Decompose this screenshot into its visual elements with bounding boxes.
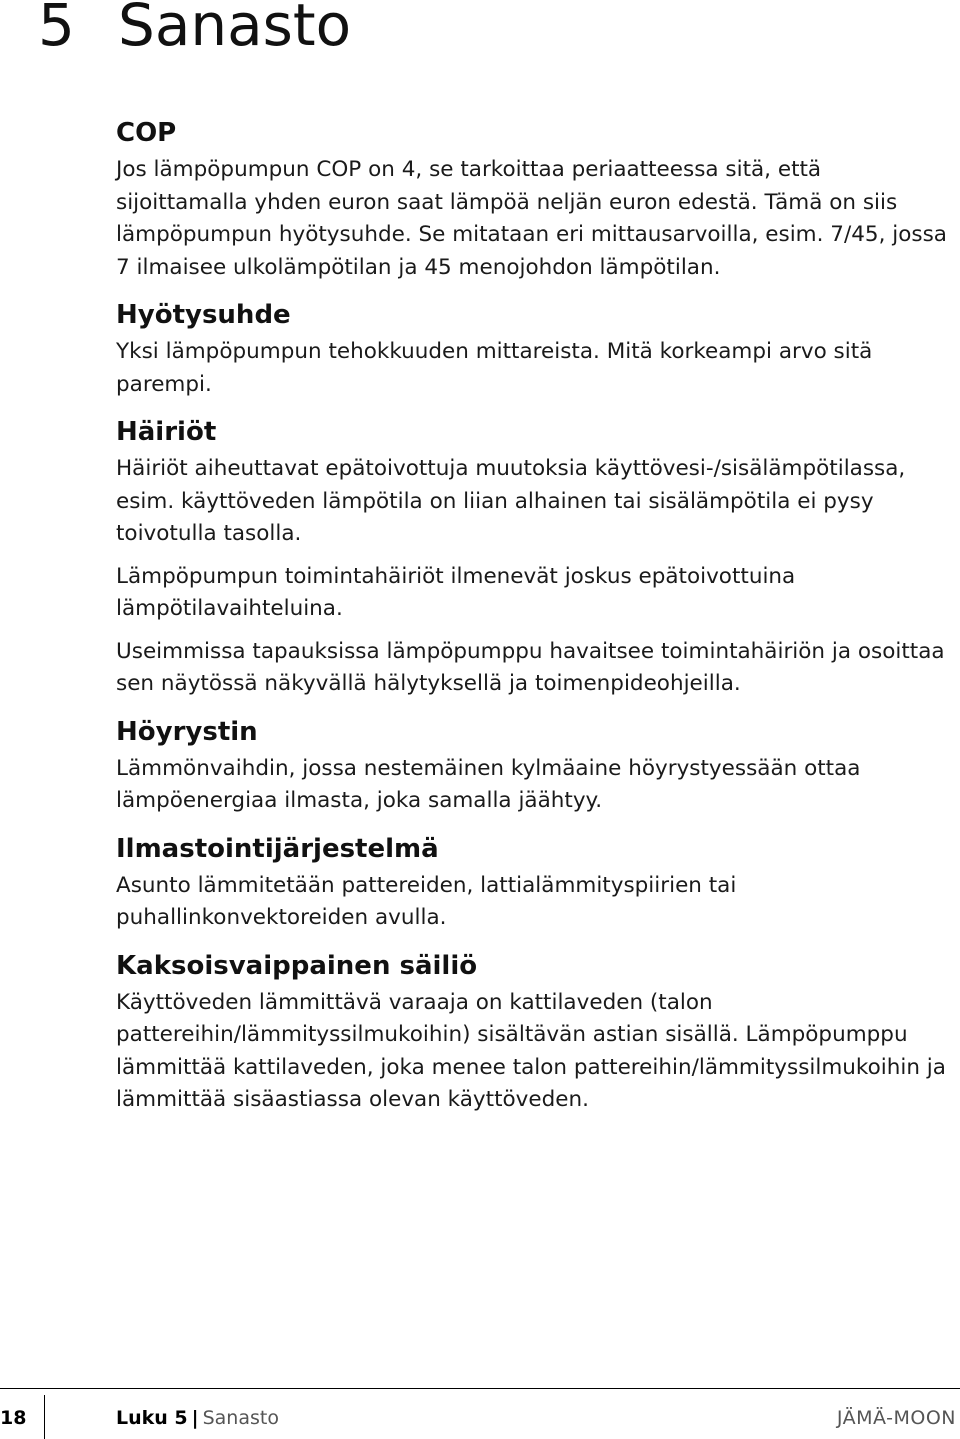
entry-hoyrystin [116,711,958,818]
term-heading: Ilmastointijärjestelmä [116,833,439,864]
definition-paragraph: Yksi lämpöpumpun tehokkuuden mittareista. Mitä korkeampi arvo sitä parempi. [116,339,873,397]
entry-ilmastointijarjestelma [116,828,958,935]
chapter-name: Sanasto [118,0,352,59]
footer-separator: | [191,1407,199,1429]
definition-paragraph: Lämpöpumpun toimintahäiriöt ilmenevät joskus epätoivottuina lämpötilavaihteluina. [116,563,796,621]
chapter-title [38,0,351,64]
footer-chapter-label: Luku 5 [116,1407,188,1429]
glossary [116,112,958,1127]
footer-divider [44,1395,45,1439]
term-heading: COP [116,118,177,148]
entry-hyotysuhde [116,294,958,401]
definition-paragraph: Jos lämpöpumpun COP on 4, se tarkoittaa periaatteessa sitä, että sijoittamalla yhden euron saat lämpöä neljän euron edestä. Tämä on siis lämpöpumpun hyötysuhde. Se mitataan eri mittausarvoilla, esim. 7/45, jossa 7 ilmaisee ulkolämpötilan ja 45 menojohdon lämpötilan. [116,157,947,280]
term-heading: Häiriöt [116,417,217,447]
definition-paragraph: Useimmissa tapauksissa lämpöpumppu havaitsee toimintahäiriön ja osoittaa sen näytössä näkyvällä hälytyksellä ja toimenpideohjeilla. [116,638,945,696]
definition-paragraph: Asunto lämmitetään pattereiden, lattialämmityspiirien tai puhallinkonvektoreiden avulla. [116,872,737,930]
page-number: 18 [0,1407,27,1429]
entry-cop [116,112,958,284]
term-heading: Höyrystin [116,716,258,747]
term-heading: Kaksoisvaippainen säiliö [116,950,478,981]
definition-paragraph: Häiriöt aiheuttavat epätoivottuja muutoksia käyttövesi-/sisälämpötilassa, esim. käyttöveden lämpötila on liian alhainen tai sisälämpötila ei pysy toivotulla tasolla. [116,456,906,546]
footer-brand: JÄMÄ-MOON [836,1407,956,1429]
definition-paragraph: Käyttöveden lämmittävä varaaja on kattilaveden (talon pattereihin/lämmityssilmukoihin) sisältävän astian sisällä. Lämpöpumppu lämmittää kattilaveden, joka menee talon pattereihin/lämmityssilmukoihin ja lämmittää sisäastiassa olevan käyttöveden. [116,989,946,1112]
footer-chapter [116,1407,279,1429]
term-heading: Hyötysuhde [116,300,291,330]
definition-paragraph: Lämmönvaihdin, jossa nestemäinen kylmäaine höyrystyessään ottaa lämpöenergiaa ilmasta, joka samalla jäähtyy. [116,755,861,813]
footer-chapter-name: Sanasto [202,1407,279,1429]
entry-kaksoisvaippainen-sailio [116,945,958,1117]
entry-hairiot [116,411,958,701]
chapter-number: 5 [38,0,75,59]
page-footer [0,1388,960,1437]
